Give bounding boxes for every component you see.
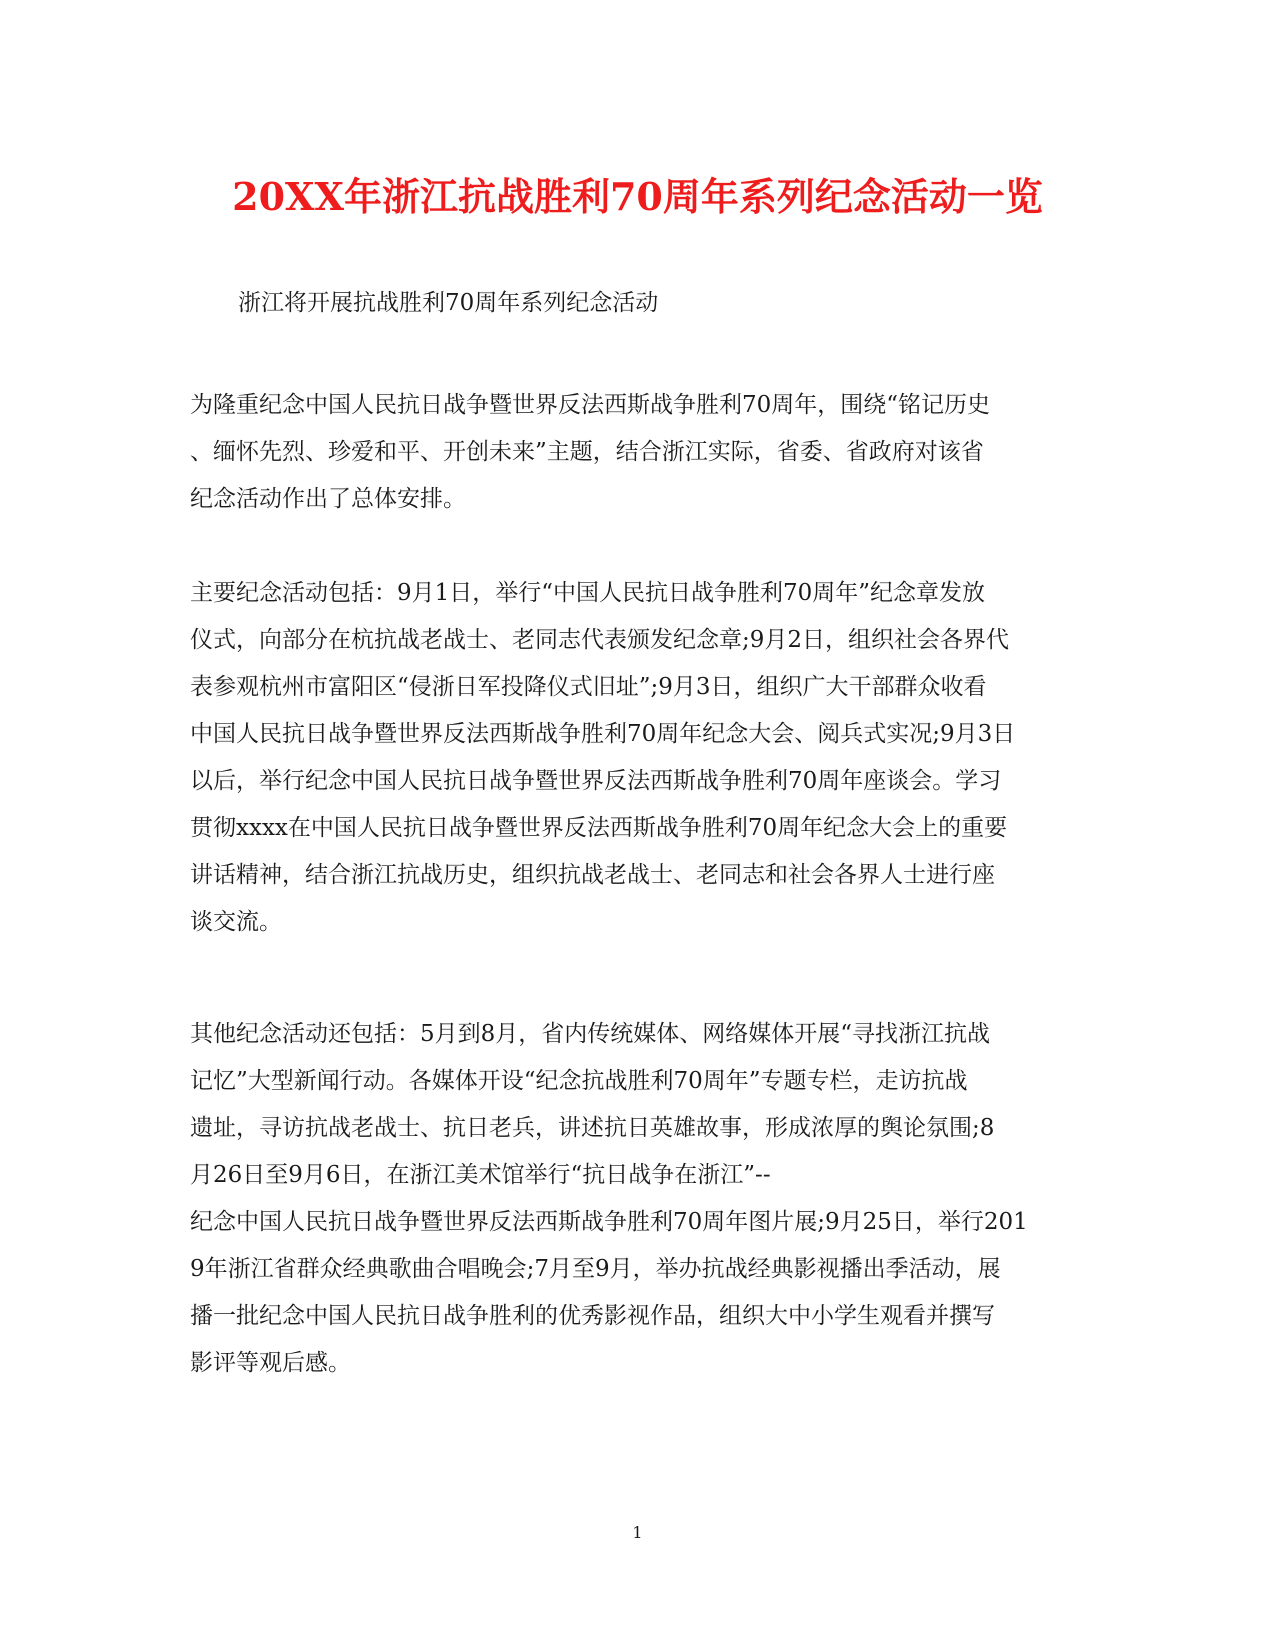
text-line: 月26日至9月6日，在浙江美术馆举行“抗日战争在浙江”--: [190, 1162, 771, 1188]
text-line: 谈交流。: [190, 909, 282, 935]
text-line: 仪式，向部分在杭抗战老战士、老同志代表颁发纪念章;9月2日，组织社会各界代: [190, 627, 1010, 653]
subtitle: 浙江将开展抗战胜利70周年系列纪念活动: [238, 290, 659, 316]
text-line: 讲话精神，结合浙江抗战历史，组织抗战老战士、老同志和社会各界人士进行座: [190, 862, 995, 888]
text-line: 9年浙江省群众经典歌曲合唱晚会;7月至9月，举办抗战经典影视播出季活动，展: [190, 1256, 1001, 1282]
text-line: 纪念活动作出了总体安排。: [190, 486, 466, 512]
text-line: 遗址，寻访抗战老战士、抗日老兵，讲述抗日英雄故事，形成浓厚的舆论氛围;8: [190, 1115, 995, 1141]
text-line: 为隆重纪念中国人民抗日战争暨世界反法西斯战争胜利70周年，围绕“铭记历史: [190, 392, 991, 418]
text-line: 以后，举行纪念中国人民抗日战争暨世界反法西斯战争胜利70周年座谈会。学习: [190, 768, 1002, 794]
text-line: 影评等观后感。: [190, 1350, 351, 1376]
text-line: 、缅怀先烈、珍爱和平、开创未来”主题，结合浙江实际，省委、省政府对该省: [190, 439, 984, 465]
text-line: 记忆”大型新闻行动。各媒体开设“纪念抗战胜利70周年”专题专栏，走访抗战: [190, 1068, 968, 1094]
text-line: 播一批纪念中国人民抗日战争胜利的优秀影视作品，组织大中小学生观看并撰写: [190, 1303, 995, 1329]
paragraph-intro: [190, 382, 1090, 523]
page-title: 20XX年浙江抗战胜利70周年系列纪念活动一览: [232, 174, 1043, 219]
text-line: 纪念中国人民抗日战争暨世界反法西斯战争胜利70周年图片展;9月25日，举行201: [190, 1209, 1028, 1235]
paragraph-other-activities: [190, 1011, 1090, 1387]
text-line: 中国人民抗日战争暨世界反法西斯战争胜利70周年纪念大会、阅兵式实况;9月3日: [190, 721, 1016, 747]
text-line: 主要纪念活动包括：9月1日，举行“中国人民抗日战争胜利70周年”纪念章发放: [190, 580, 986, 606]
paragraph-main-activities: [190, 570, 1090, 946]
text-line: 贯彻xxxx在中国人民抗日战争暨世界反法西斯战争胜利70周年纪念大会上的重要: [190, 815, 1008, 841]
text-line: 表参观杭州市富阳区“侵浙日军投降仪式旧址”;9月3日，组织广大干部群众收看: [190, 674, 987, 700]
text-line: 其他纪念活动还包括：5月到8月，省内传统媒体、网络媒体开展“寻找浙江抗战: [190, 1021, 991, 1047]
page-number: 1: [632, 1523, 643, 1542]
